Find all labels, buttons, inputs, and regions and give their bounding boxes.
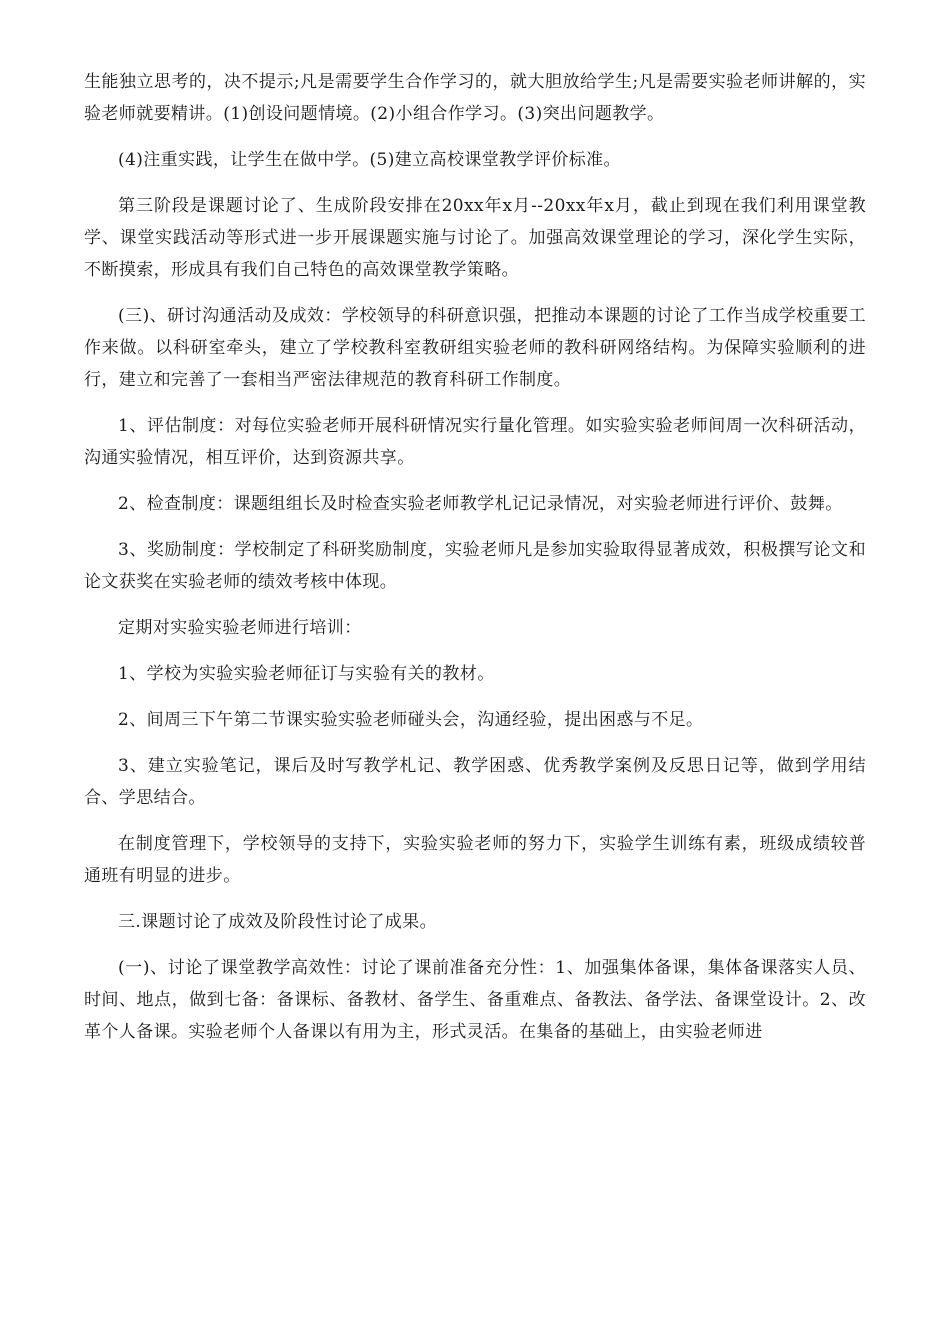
paragraph-assessment-system: 1、评估制度：对每位实验老师开展科研情况实行量化管理。如实验实验老师间周一次科研活动，沟通实验情况，相互评价，达到资源共享。 [84,416,866,468]
paragraph-stage-three: 第三阶段是课题讨论了、生成阶段安排在20xx年x月--20xx年x月，截止到现在我们利用课堂教学、课堂实践活动等形式进一步开展课题实施与讨论了。加强高效课堂理论的学习，深化学生实际，不断摸索，形成具有我们自己特色的高效课堂教学策略。 [84,196,866,280]
paragraph-inspection-system: 2、检查制度：课题组组长及时检查实验老师教学札记记录情况，对实验老师进行评价、鼓舞。 [118,494,843,514]
paragraph-classroom-efficiency: (一)、讨论了课堂教学高效性：讨论了课前准备充分性：1、加强集体备课，集体备课落实人员、时间、地点，做到七备：备课标、备教材、备学生、备重难点、备教法、备学法、备课堂设计。2、改革个人备课。实验老师个人备课以有用为主，形式灵活。在集备的基础上，由实验老师进 [84,958,866,1042]
paragraph-training-item-3: 3、建立实验笔记，课后及时写教学札记、教学困惑、优秀教学案例及反思日记等，做到学用结合、学思结合。 [84,756,866,808]
section-heading-results: 三.课题讨论了成效及阶段性讨论了成果。 [118,912,438,932]
paragraph-training-item-2: 2、间周三下午第二节课实验实验老师碰头会，沟通经验，提出困惑与不足。 [118,710,704,730]
paragraph-training-heading: 定期对实验实验老师进行培训： [118,618,362,638]
paragraph-research-exchange: (三)、研讨沟通活动及成效：学校领导的科研意识强，把推动本课题的讨论了工作当成学校重要工作来做。以科研室牵头，建立了学校教科室教研组实验老师的教科研网络结构。为保障实验顺利的进行，建立和完善了一套相当严密法律规范的教育科研工作制度。 [84,306,866,390]
paragraph-training-item-1: 1、学校为实验实验老师征订与实验有关的教材。 [118,664,495,684]
paragraph-practice-evaluation: (4)注重实践，让学生在做中学。(5)建立高校课堂教学评价标准。 [118,150,621,170]
paragraph-reward-system: 3、奖励制度：学校制定了科研奖励制度，实验老师凡是参加实验取得显著成效，积极撰写论文和论文获奖在实验老师的绩效考核中体现。 [84,540,866,592]
paragraph-management-results: 在制度管理下，学校领导的支持下，实验实验老师的努力下，实验学生训练有素，班级成绩较普通班有明显的进步。 [84,834,866,886]
paragraph-continuation: 生能独立思考的，决不提示;凡是需要学生合作学习的，就大胆放给学生;凡是需要实验老师讲解的，实验老师就要精讲。(1)创设问题情境。(2)小组合作学习。(3)突出问题教学。 [84,72,866,124]
